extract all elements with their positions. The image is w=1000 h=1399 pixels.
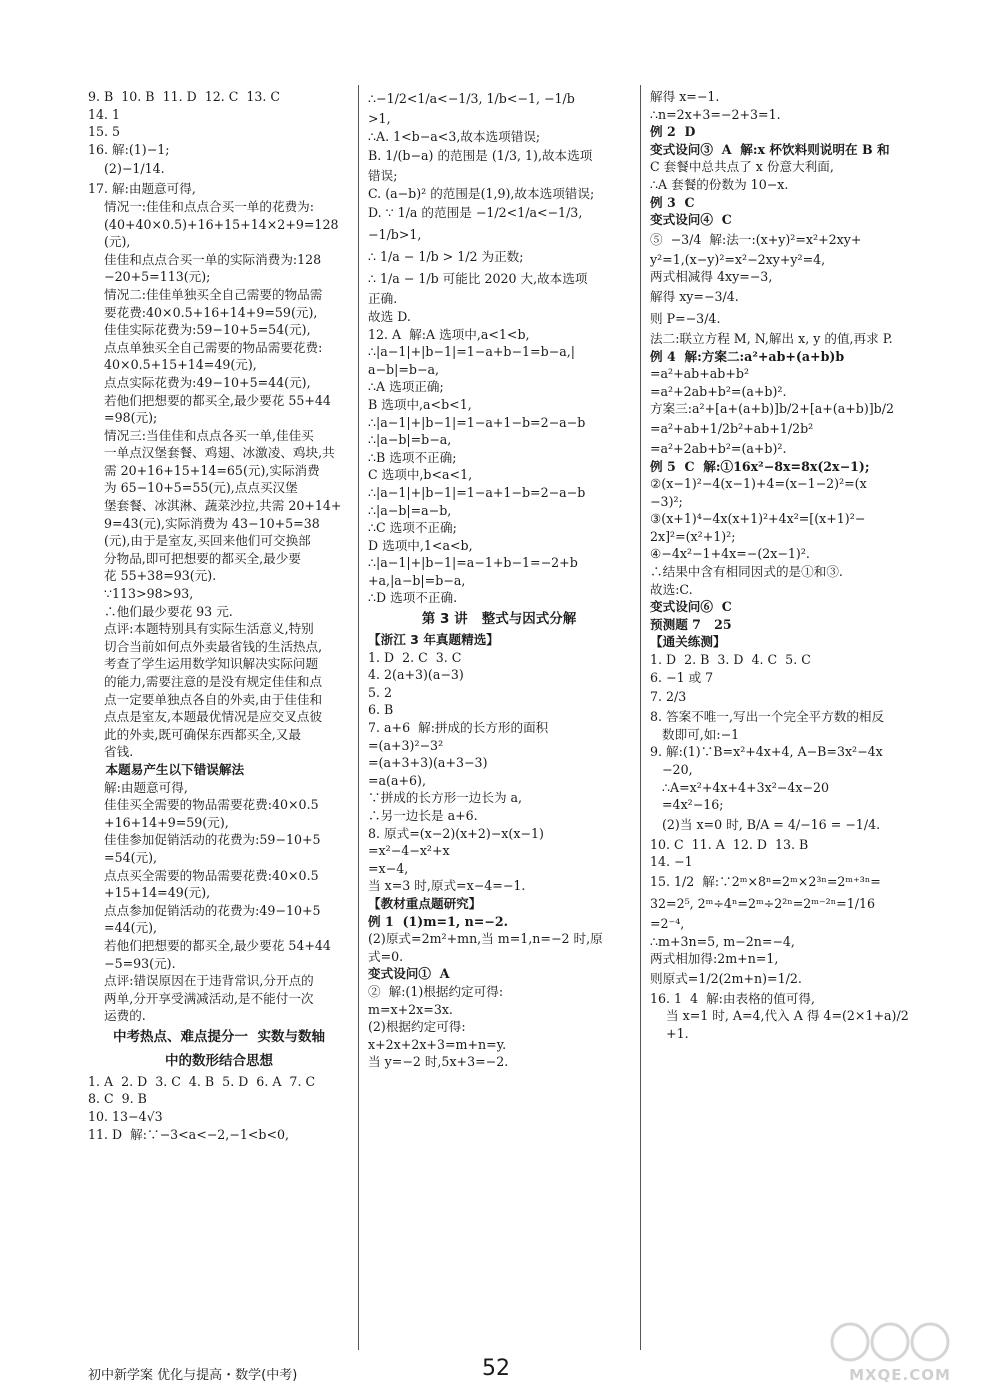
answer-line: ∴C 选项不正确;	[368, 520, 457, 536]
answer-line: ∴A. 1<b−a<3,故本选项错误;	[368, 128, 541, 144]
answer-line: 变式设问⑥ C	[650, 599, 732, 615]
answer-line: 错误;	[368, 168, 398, 184]
answer-line: 式=0.	[368, 948, 404, 964]
answer-line: 解得 x=−1.	[650, 89, 720, 104]
answer-line: 方案三:a²+[a+(a+b)]b/2+[a+(a+b)]b/2	[650, 401, 894, 417]
answer-line: 解得 xy=−3/4.	[650, 288, 739, 304]
answer-line: 16. 解:(1)−1;	[88, 141, 170, 157]
answer-line: 法二:联立方程 M, N,解出 x, y 的值,再求 P.	[650, 330, 893, 346]
answer-line: 9=43(元),实际消费为 43−10+5=38	[88, 515, 320, 531]
answer-line: −3)²;	[650, 493, 683, 509]
column-divider	[358, 85, 359, 1350]
answer-line: ②(x−1)²−4(x−1)+4=(x−1−2)²=(x	[650, 476, 867, 492]
subsection-heading: 【浙江 3 年真题精选】	[368, 632, 499, 648]
watermark-logo	[825, 1320, 975, 1390]
answer-line: ∴A=x²+4x+4+3x²−4x−20	[650, 779, 830, 795]
answer-line: −1/b>1,	[368, 227, 422, 243]
answer-line: x+2x+2x+3=m+n=y.	[368, 1036, 507, 1052]
answer-line: ∴结果中含有相同因式的是①和③.	[650, 564, 843, 580]
answer-line: 1. A 2. D 3. C 4. B 5. D 6. A 7. C	[88, 1073, 316, 1089]
section-heading: 第 3 讲 整式与因式分解	[421, 611, 577, 628]
answer-line: 故选:C.	[650, 581, 693, 597]
answer-column-left	[88, 88, 350, 1143]
answer-line: 故选 D.	[368, 308, 411, 324]
answer-line: 则原式=1/2(2m+n)=1/2.	[650, 970, 802, 986]
answer-line: ∴|a−b|=a−b,	[368, 502, 452, 518]
answer-line: =44(元),	[88, 920, 158, 936]
answer-line: =a²+2ab+b²=(a+b)².	[650, 440, 787, 456]
answer-line: ∴m+3n=5, m−2n=−4,	[650, 933, 795, 949]
subsection-heading: 【教材重点题研究】	[368, 895, 482, 911]
answer-line: 若他们把想要的都买全,最少要花 55+44	[88, 392, 331, 408]
answer-line: ∴D 选项不正确.	[368, 590, 458, 606]
answer-line: =a²+ab+1/2b²+ab+1/2b²	[650, 420, 814, 436]
answer-line: 点点参加促销活动的花费为:49−10+5	[88, 902, 321, 918]
answer-line: −5=93(元).	[88, 955, 176, 971]
answer-line: (2)原式=2m²+mn,当 m=1,n=−2 时,原	[368, 931, 603, 947]
answer-line: 要花费:40×0.5+16+14+9=59(元),	[88, 304, 318, 320]
answer-line: (2)−1/14.	[88, 161, 165, 177]
answer-line: 省钱.	[88, 744, 134, 760]
answer-line: ∴|a−1|+|b−1|=1−a+1−b=2−a−b	[368, 414, 586, 430]
answer-line: +16+14+9=59(元),	[88, 814, 229, 830]
answer-line: 15. 1/2 解:∵2ᵐ×8ⁿ=2ᵐ×2³ⁿ=2ᵐ⁺³ⁿ=	[650, 873, 881, 889]
answer-line: ∴ 1/a − 1/b > 1/2 为正数;	[368, 249, 524, 265]
answer-line: C 选项中,b<a<1,	[368, 467, 473, 483]
answer-line: =2⁻⁴,	[650, 915, 685, 931]
answer-line: 运费的.	[88, 1008, 146, 1024]
answer-line: 当 x=1 时, A=4,代入 A 得 4=(2×1+a)/2	[650, 1008, 909, 1024]
answer-line: 例 5 C 解:①16x²−8x=8x(2x−1);	[650, 458, 870, 474]
answer-line: 佳佳和点点合买一单的实际消费为:128	[88, 251, 322, 267]
answer-line: ∴A 选项正确;	[368, 379, 444, 395]
answer-line: =x²−4−x²+x	[368, 843, 450, 859]
answer-line: ∴另一边长是 a+6.	[368, 808, 478, 823]
answer-line: D. ∵ 1/a 的范围是 −1/2<1/a<−1/3,	[368, 205, 583, 221]
answer-line: 5. 2	[368, 684, 393, 700]
answer-line: (元),	[88, 234, 131, 250]
answer-line: 变式设问④ C	[650, 212, 732, 228]
answer-line: 10. C 11. A 12. D 13. B	[650, 836, 809, 852]
answer-line: 12. A 解:A 选项中,a<1<b,	[368, 326, 530, 342]
answer-line: 8. C 9. B	[88, 1091, 147, 1107]
answer-line: ③(x+1)⁴−4x(x+1)²+4x²=[(x+1)²−	[650, 511, 866, 527]
answer-line: 两式相减得 4xy=−3,	[650, 269, 773, 285]
answer-line: =x−4,	[368, 860, 409, 876]
answer-line: =4x²−16;	[650, 797, 724, 813]
answer-line: ∴−1/2<1/a<−1/3, 1/b<−1, −1/b	[368, 91, 575, 106]
answer-line: 预测题 7 25	[650, 616, 732, 632]
answer-line: 1. D 2. B 3. D 4. C 5. C	[650, 652, 811, 668]
answer-line: 14. 1	[88, 106, 121, 122]
answer-line: ∴ 1/a − 1/b 可能比 2020 大,故本选项	[368, 271, 588, 287]
answer-line: −20,	[650, 762, 693, 777]
answer-line: 40×0.5+15+14=49(元),	[88, 357, 257, 373]
watermark-badge-icon	[825, 1320, 975, 1370]
answer-line: ∴n=2x+3=−2+3=1.	[650, 106, 781, 122]
answer-line: 为 65−10+5=55(元),点点买汉堡	[88, 480, 298, 496]
subsection-heading: 【通关练测】	[650, 634, 726, 650]
answer-line: 的能力,需要注意的是没有规定佳佳和点	[88, 674, 323, 689]
answer-line: =(a+3+3)(a+3−3)	[368, 755, 488, 771]
answer-line: −20+5=113(元);	[88, 269, 211, 285]
answer-line: 分物品,即可把想要的都买全,最少要	[88, 550, 301, 566]
answer-line: 8. 原式=(x−2)(x+2)−x(x−1)	[368, 825, 544, 841]
answer-line: 若他们把想要的都买全,最少要花 54+44	[88, 937, 331, 953]
answer-line: 例 1 (1)m=1, n=−2.	[368, 913, 509, 929]
answer-line: 点点单独买全自己需要的物品需要花费:	[88, 339, 323, 355]
answer-line: ∴B 选项不正确;	[368, 449, 457, 465]
page-number: 52	[482, 1356, 510, 1381]
answer-line: m=x+2x=3x.	[368, 1001, 453, 1017]
answer-line: 切合当前如何点外卖最省钱的生活热点,	[88, 638, 323, 654]
answer-line: 点点是室友,本题最优情况是应交叉点彼	[88, 709, 323, 725]
answer-line: +15+14=49(元),	[88, 885, 211, 901]
answer-line: 例 2 D	[650, 124, 696, 140]
answer-line: 佳佳买全需要的物品需要花费:40×0.5	[88, 797, 319, 813]
answer-line: 16. 1 4 解:由表格的值可得,	[650, 990, 816, 1006]
answer-line: ⑤ −3/4 解:法一:(x+y)²=x²+2xy+	[650, 231, 862, 247]
answer-line: =(a+3)²−3²	[368, 737, 444, 753]
answer-column-right	[650, 88, 916, 1043]
column-divider	[640, 85, 641, 1350]
answer-line: C 套餐中总共点了 x 份意大利面,	[650, 159, 834, 175]
answer-line: 情况一:佳佳和点点合买一单的花费为:	[88, 198, 314, 214]
answer-line: 情况二:佳佳单独买全自己需要的物品需	[88, 286, 323, 302]
answer-line: (2)根据约定可得:	[368, 1019, 466, 1035]
answer-line: D 选项中,1<a<b,	[368, 537, 473, 553]
answer-line: 例 3 C	[650, 194, 695, 210]
answer-line: 佳佳实际花费为:59−10+5=54(元),	[88, 322, 311, 338]
answer-line: C. (a−b)² 的范围是(1,9),故本选项错误;	[368, 185, 595, 201]
answer-line: 17. 解:由题意可得,	[88, 181, 196, 197]
answer-line: B 选项中,a<b<1,	[368, 396, 472, 412]
answer-line: 数即可,如:−1	[650, 726, 740, 742]
watermark-text: MXQE.COM	[849, 1366, 951, 1384]
answer-line: =54(元),	[88, 849, 158, 865]
answer-line: B. 1/(b−a) 的范围是 (1/3, 1),故本选项	[368, 148, 593, 164]
answer-line: (元),由于是室友,买回来他们可交换部	[88, 533, 311, 549]
answer-line: 花 55+38=93(元).	[88, 568, 217, 584]
answer-line: 本题易产生以下错误解法	[88, 761, 245, 777]
answer-line: 点点买全需要的物品需要花费:40×0.5	[88, 867, 319, 883]
answer-line: 32=2⁵, 2ᵐ÷4ⁿ=2ᵐ÷2²ⁿ=2ᵐ⁻²ⁿ=1/16	[650, 895, 876, 911]
answer-line: ∵拼成的长方形一边长为 a,	[368, 790, 523, 806]
answer-line: ∴|a−1|+|b−1|=a−1+b−1=−2+b	[368, 555, 578, 571]
answer-line: 8. 答案不唯一,写出一个完全平方数的相反	[650, 709, 885, 725]
answer-line: 7. a+6 解:拼成的长方形的面积	[368, 720, 549, 736]
answer-line: =a(a+6),	[368, 772, 426, 788]
answer-line: 9. B 10. B 11. D 12. C 13. C	[88, 89, 281, 104]
answer-line: 9. 解:(1)∵B=x²+4x+4, A−B=3x²−4x	[650, 744, 883, 760]
answer-line: 考查了学生运用数学知识解决实际问题	[88, 656, 319, 672]
answer-line: 堡套餐、冰淇淋、蔬菜沙拉,共需 20+14+	[88, 498, 342, 514]
answer-line: (2)当 x=0 时, B/A = 4/−16 = −1/4.	[650, 816, 881, 832]
answer-line: 6. −1 或 7	[650, 669, 714, 685]
answer-line: 点评:错误原因在于违背常识,分开点的	[88, 973, 314, 989]
answer-line: 11. D 解:∵−3<a<−2,−1<b<0,	[88, 1126, 290, 1142]
answer-line: 解:由题意可得,	[88, 779, 188, 795]
answer-line: 6. B	[368, 702, 394, 718]
answer-line: 佳佳参加促销活动的花费为:59−10+5	[88, 832, 321, 848]
answer-line: 15. 5	[88, 124, 121, 140]
answer-line: ∴|a−1|+|b−1|=1−a+b−1=b−a,|	[368, 344, 575, 360]
answer-line: 10. 13−4√3	[88, 1109, 163, 1125]
answer-line: 例 4 解:方案二:a²+ab+(a+b)b	[650, 348, 845, 364]
answer-line: 点一定要单独点各自的外卖,由于佳佳和	[88, 691, 323, 707]
answer-line: y²=1,(x−y)²=x²−2xy+y²=4,	[650, 251, 826, 267]
answer-line: 则 P=−3/4.	[650, 310, 721, 326]
answer-line: 一单点汉堡套餐、鸡翅、冰激凌、鸡块,共	[88, 445, 335, 461]
answer-line: +1.	[650, 1025, 689, 1041]
answer-line: a−b|=b−a,	[368, 361, 440, 377]
answer-line: ② 解:(1)根据约定可得:	[368, 983, 504, 999]
answer-line: 当 x=3 时,原式=x−4=−1.	[368, 878, 526, 894]
answer-line: >1,	[368, 111, 391, 126]
answer-line: 此的外卖,既可确保东西都买全,又最	[88, 726, 301, 742]
answer-line: 两式相加得:2m+n=1,	[650, 951, 779, 967]
answer-line: 点点实际花费为:49−10+5=44(元),	[88, 374, 311, 390]
answer-line: 需 20+16+15+14=65(元),实际消费	[88, 462, 320, 478]
answer-line: ∴|a−b|=b−a,	[368, 432, 452, 448]
answer-line: =a²+2ab+b²=(a+b)².	[650, 383, 787, 399]
book-title-footer: 初中新学案 优化与提高・数学(中考)	[88, 1368, 298, 1383]
answer-line: 7. 2/3	[650, 689, 687, 705]
answer-line: 2x]²=(x²+1)²;	[650, 528, 736, 544]
answer-line: 正确.	[368, 291, 398, 307]
answer-line: 1. D 2. C 3. C	[368, 649, 462, 665]
answer-line: =a²+ab+ab+b²	[650, 366, 750, 382]
section-heading: 中考热点、难点提分一 实数与数轴	[113, 1028, 325, 1045]
section-heading: 中的数形结合思想	[165, 1052, 273, 1069]
answer-line: ∴|a−1|+|b−1|=1−a+1−b=2−a−b	[368, 484, 586, 500]
answer-line: =98(元);	[88, 410, 158, 426]
answer-column-middle	[368, 88, 630, 1071]
answer-line: 点评:本题特别具有实际生活意义,特别	[88, 621, 314, 637]
answer-line: 变式设问① A	[368, 966, 450, 982]
answer-line: 两单,分开享受满减活动,是不能付一次	[88, 990, 314, 1006]
answer-line: ∴他们最少要花 93 元.	[88, 603, 233, 619]
answer-line: 变式设问③ A 解:x 杯饮料则说明在 B 和	[650, 141, 890, 157]
answer-line: (40+40×0.5)+16+15+14×2+9=128	[88, 216, 339, 232]
answer-line: 14. −1	[650, 854, 693, 870]
answer-line: 4. 2(a+3)(a−3)	[368, 667, 464, 683]
answer-line: +a,|a−b|=b−a,	[368, 572, 466, 588]
answer-line: ∵113>98>93,	[88, 586, 194, 602]
answer-line: 情况三:当佳佳和点点各买一单,佳佳买	[88, 427, 314, 443]
answer-line: ∴A 套餐的份数为 10−x.	[650, 176, 789, 192]
answer-line: ④−4x²−1+4x=−(2x−1)².	[650, 546, 810, 562]
answer-line: 当 y=−2 时,5x+3=−2.	[368, 1054, 509, 1070]
